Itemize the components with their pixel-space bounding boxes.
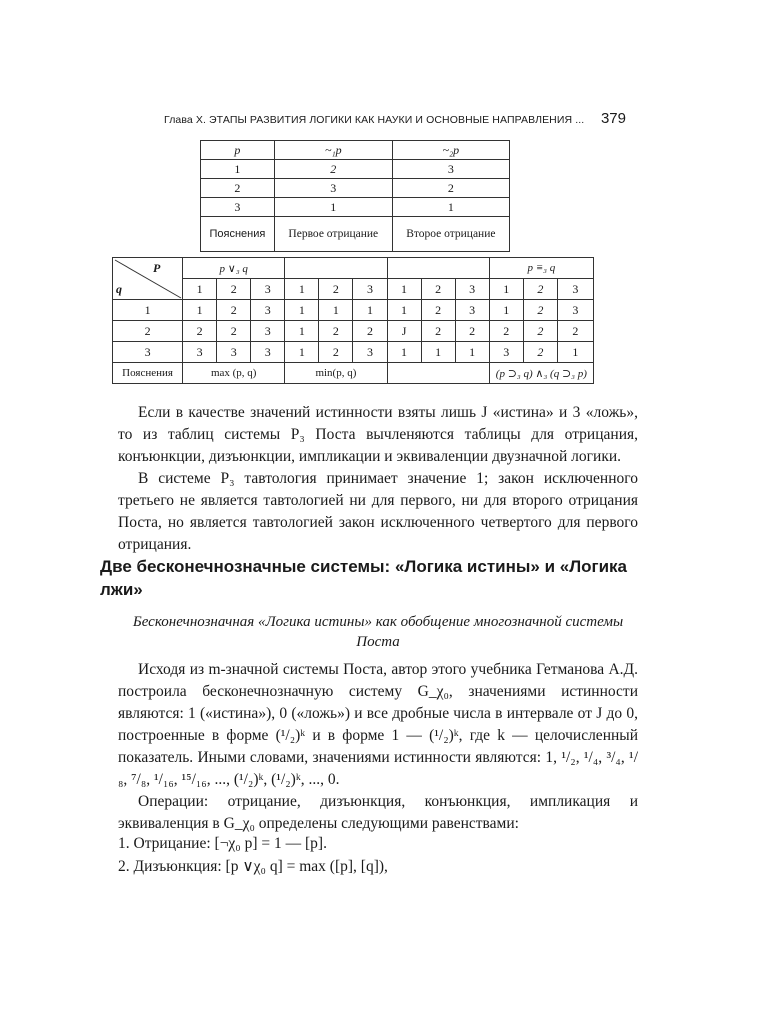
table-group-row [113,258,594,279]
table-cell: 1 [201,160,275,179]
notes-cell [387,363,489,384]
corner-q-label: q [116,282,122,296]
table-cell: 2 [201,179,275,198]
running-title: Глава X. ЭТАПЫ РАЗВИТИЯ ЛОГИКИ КАК НАУКИ И ОСНОВНЫЕ НАПРАВЛЕНИЯ ... [164,114,585,126]
notes-cell: Пояснения [201,217,275,252]
group-header [387,258,489,279]
paragraph-4: Операции: отрицание, дизъюнкция, конъюнкция, импликация и эквиваленция в G_χ₀ определены следующими равенствами: [118,793,638,832]
table-cell: 2 [421,300,455,321]
subheader-cell: 1 [183,279,217,300]
row-label: 2 [113,321,183,342]
table-cell: 2 [557,321,593,342]
subheader-cell: 3 [455,279,489,300]
table-cell: 2 [523,342,557,363]
subheader-cell: 2 [217,279,251,300]
table-notes-row [113,363,594,384]
group-header: p ∨₃ q [183,258,285,279]
table-cell: 1 [557,342,593,363]
table-cell: 3 [251,300,285,321]
table-cell: 1 [285,300,319,321]
table-cell: 3 [353,342,387,363]
page-header [150,110,640,132]
table-cell: 3 [217,342,251,363]
table-cell: 3 [251,342,285,363]
table-cell: 1 [353,300,387,321]
notes-cell: Второе отрицание [392,217,509,252]
table-cell: 2 [421,321,455,342]
corner-p-label: P [153,261,161,275]
table-cell: 1 [274,198,392,217]
equation-disjunction: 2. Дизъюнкция: [p ∨χ₀ q] = max ([p], [q]), [118,858,388,875]
table-cell: 1 [285,321,319,342]
subheader-cell: 3 [353,279,387,300]
paragraph-2: В системе P₃ тавтология принимает значение 1; закон исключенного третьего не является тавтологией ни для первого, ни для второго отрицания Поста, но является тавтологией закон исключенного четвертого для первого отрицания. [118,470,638,553]
row-label: 3 [113,342,183,363]
table-cell: 1 [489,300,523,321]
subheader-cell: 3 [557,279,593,300]
subheader-cell: 2 [523,279,557,300]
table-cell: 3 [557,300,593,321]
table-row [201,179,510,198]
subheader-cell: 2 [319,279,353,300]
notes-cell: max (p, q) [183,363,285,384]
page-number: 379 [600,110,626,127]
subheader-cell: 1 [489,279,523,300]
subheader-cell: 3 [251,279,285,300]
table-cell: 1 [392,198,509,217]
table-cell: J [387,321,421,342]
table-cell: 3 [274,179,392,198]
notes-cell: Первое отрицание [274,217,392,252]
equation-negation: 1. Отрицание: [¬χ₀ p] = 1 — [p]. [118,835,327,852]
table-cell: 3 [201,198,275,217]
group-header: p ≡₃ q [489,258,593,279]
table-cell: 2 [217,321,251,342]
table-cell: 2 [523,300,557,321]
negation-table [200,140,510,252]
row-label: 1 [113,300,183,321]
table-cell: 1 [183,300,217,321]
table-cell: 2 [319,321,353,342]
table-cell: 1 [455,342,489,363]
subheader-cell: 1 [387,279,421,300]
table-row [113,342,594,363]
table-cell: 1 [387,342,421,363]
table-cell: 3 [251,321,285,342]
header-cell: ~₁p [274,141,392,160]
table-cell: 3 [183,342,217,363]
table-cell: 2 [523,321,557,342]
table-cell: 2 [392,179,509,198]
header-cell: p [201,141,275,160]
table-cell: 2 [183,321,217,342]
table-cell: 1 [421,342,455,363]
subheader-cell: 1 [285,279,319,300]
operations-table [112,257,594,384]
table-row [113,300,594,321]
table-cell: 3 [489,342,523,363]
table-cell: 2 [274,160,392,179]
table-row [201,198,510,217]
table-cell: 2 [353,321,387,342]
group-header [285,258,387,279]
table-cell: 3 [455,300,489,321]
paragraph-3: Исходя из m-значной системы Поста, автор этого учебника Гетманова А.Д. построила бесконечнозначную систему G_χ₀, значениями истинности являются: 1 («истина»), 0 («ложь») и все дробные числа в интервале от J до 0, построенные в форме (¹/₂)ᵏ и в форме 1 — (¹/₂)ᵏ, где k — целочисленный показатель. Иными словами, значениями истинности являются: 1, ¹/₂, ¹/₄, ³/₄, ¹/₈, ⁷/₈, ¹/₁₆, ¹⁵/₁₆, ..., (¹/₂)ᵏ, (¹/₂)ᵏ, ..., 0. [118,661,638,788]
table-row [201,160,510,179]
section-subtitle: Бесконечнозначная «Логика истины» как обобщение многозначной системы Поста [132,614,624,650]
table-subheader-row [113,279,594,300]
header-cell: ~₂p [392,141,509,160]
table-cell: 2 [217,300,251,321]
notes-cell: min(p, q) [285,363,387,384]
table-cell: 1 [319,300,353,321]
table-cell: 2 [319,342,353,363]
notes-cell: Пояснения [113,363,183,384]
corner-cell [113,258,183,300]
paragraph-1: Если в качестве значений истинности взяты лишь J «истина» и 3 «ложь», то из таблиц системы P₃ Поста вычленяются таблицы для отрицания, конъюнкции, дизъюнкции, импликации и эквиваленции двузначной логики. [118,404,638,465]
notes-cell: (p ⊃₃ q) ∧₃ (q ⊃₃ p) [489,363,593,384]
table-header-row [201,141,510,160]
corner-diagonal [113,258,183,300]
section-heading: Две бесконечнозначные системы: «Логика истины» и «Логика лжи» [100,557,628,599]
table-cell: 3 [392,160,509,179]
table-cell: 2 [489,321,523,342]
table-notes-row [201,217,510,252]
table-cell: 1 [387,300,421,321]
table-row [113,321,594,342]
table-cell: 2 [455,321,489,342]
table-cell: 1 [285,342,319,363]
subheader-cell: 2 [421,279,455,300]
